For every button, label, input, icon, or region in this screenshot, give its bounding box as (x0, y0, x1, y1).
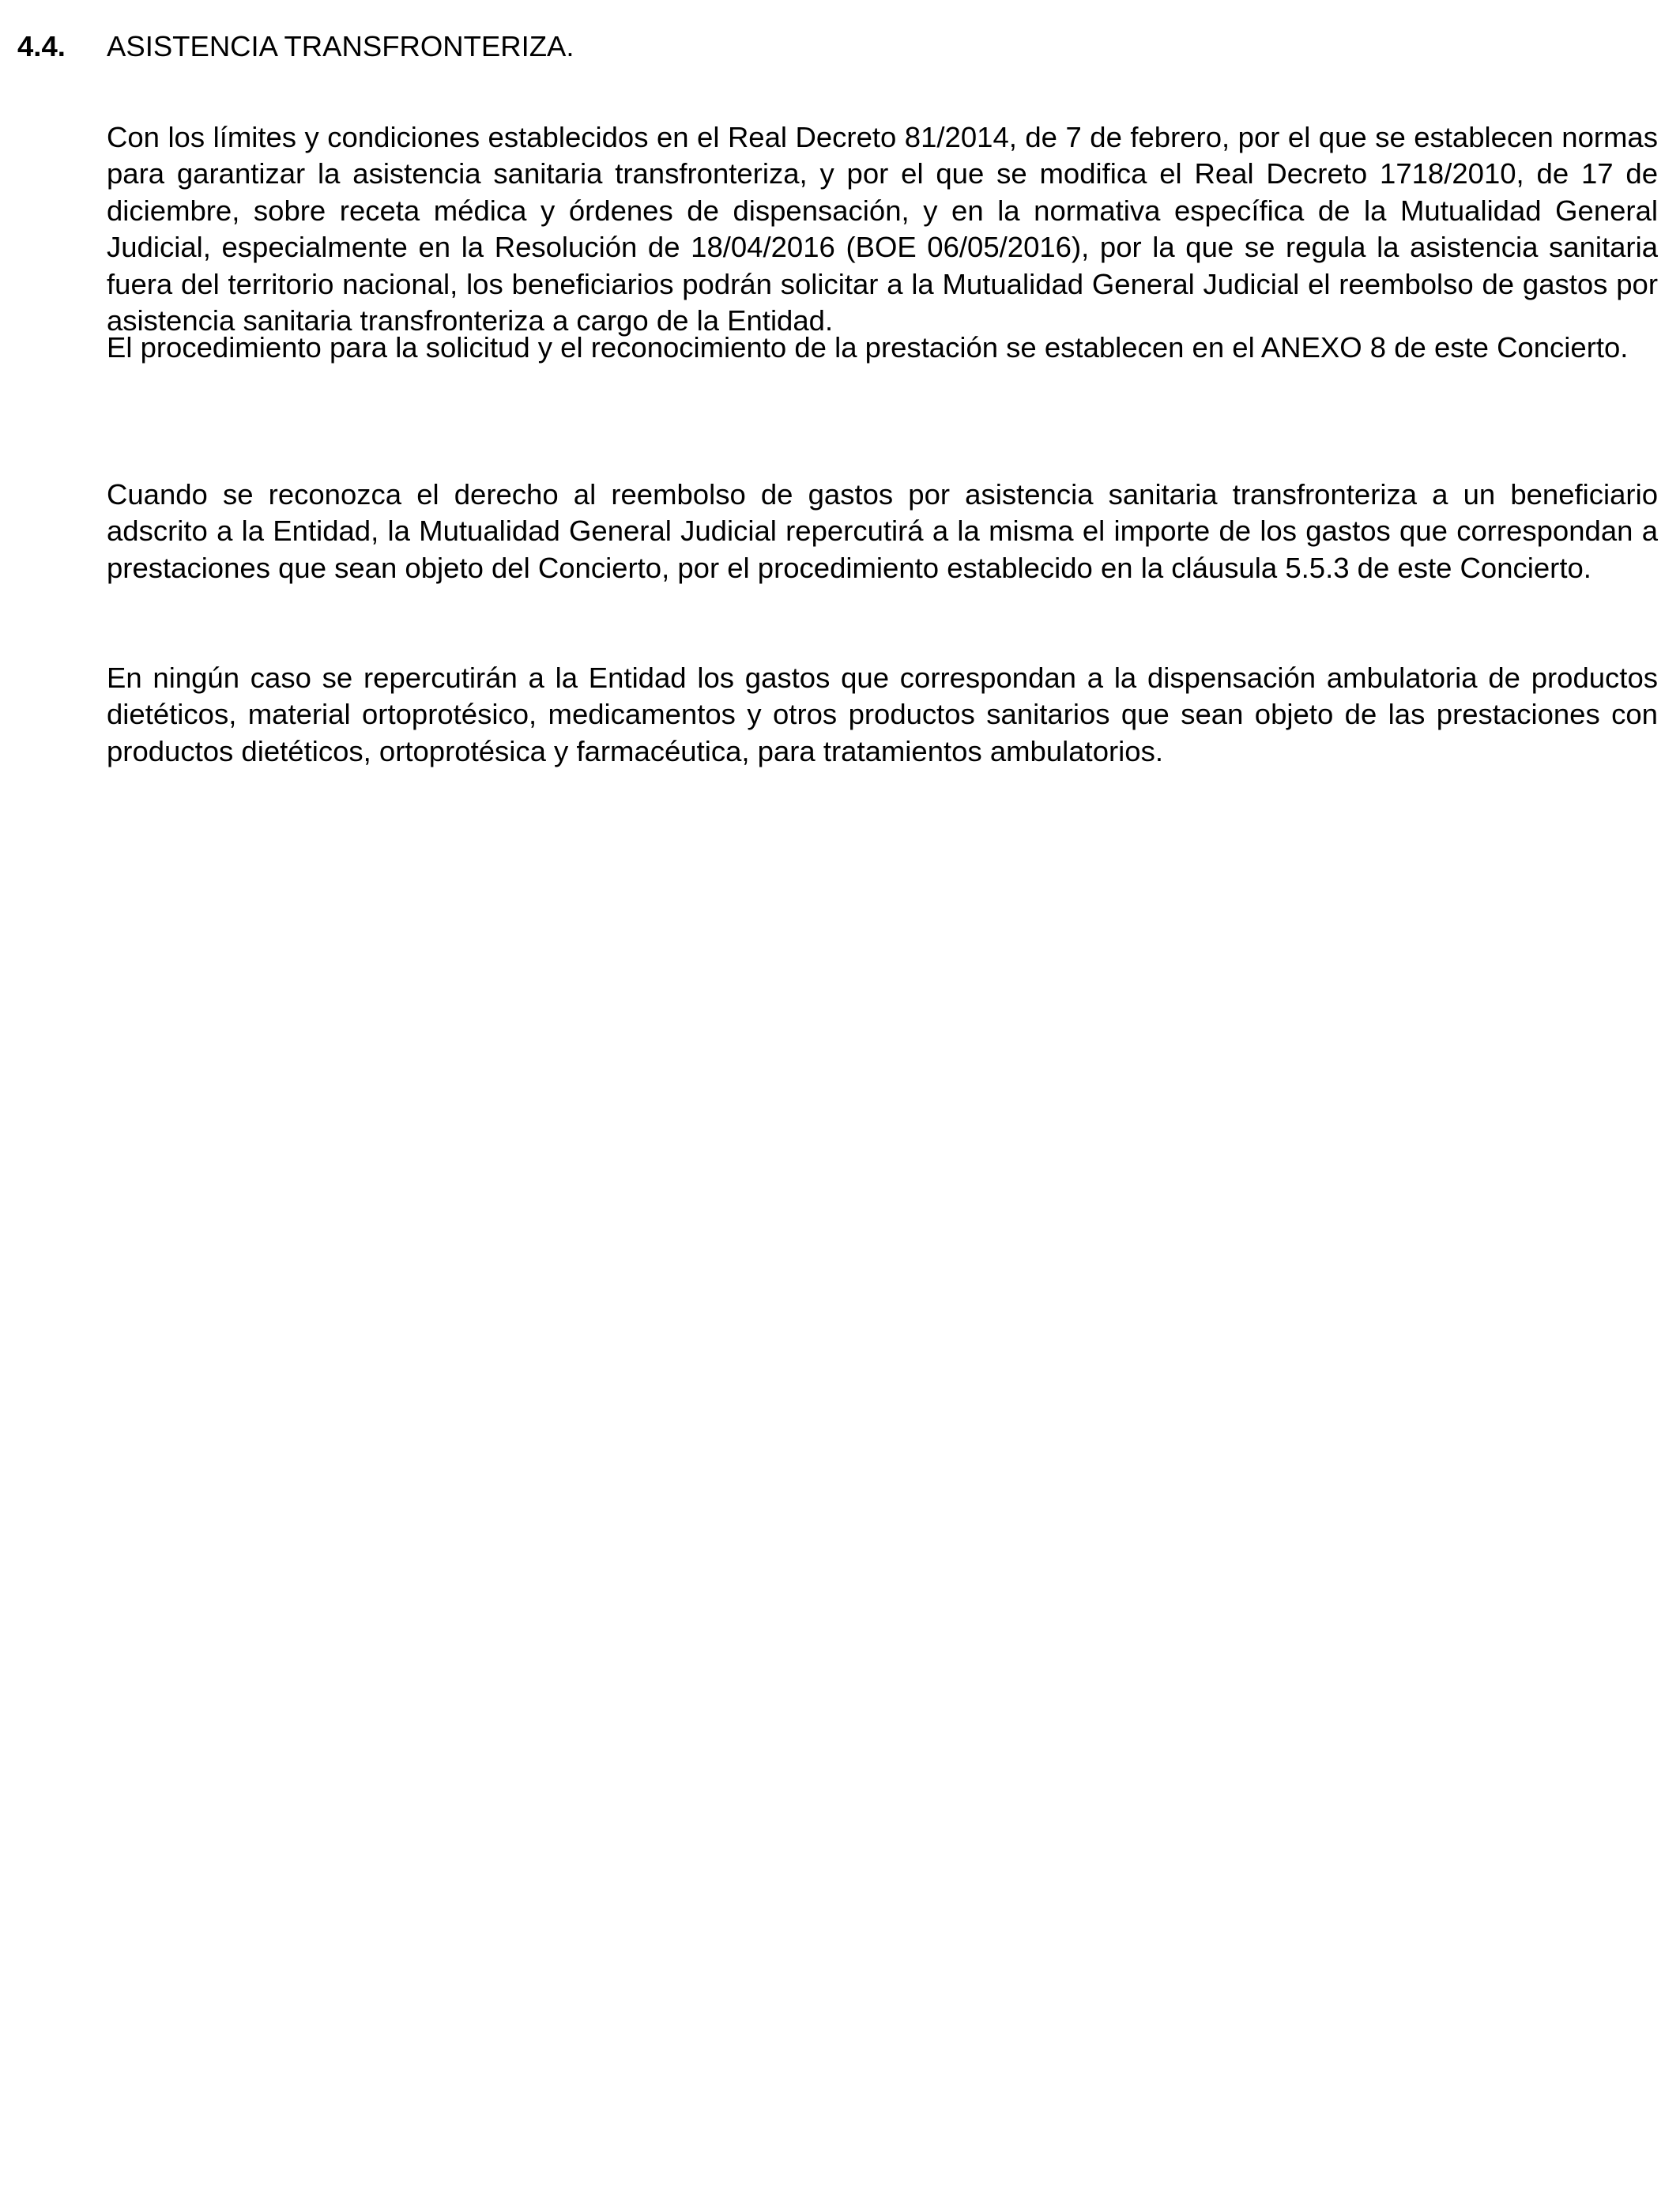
section-heading (17, 28, 574, 65)
paragraph-procedure: El procedimiento para la solicitud y el reconocimiento de la prestación se establecen en el ANEXO 8 de este Concierto. (107, 331, 1629, 364)
paragraph-reimbursement: Cuando se reconozca el derecho al reembolso de gastos por asistencia sanitaria transfronteriza a un beneficiario adscrito a la Entidad, la Mutualidad General Judicial repercutirá a la misma el importe de los gastos que correspondan a prestaciones que sean objeto del Concierto, por el procedimiento establecido en la cláusula 5.5.3 de este Concierto. (107, 478, 1658, 584)
paragraph-conditions: Con los límites y condiciones establecidos en el Real Decreto 81/2014, de 7 de febrero, por el que se establecen normas para garantizar la asistencia sanitaria transfronteriza, y por el que se modifica el Real Decreto 1718/2010, de 17 de diciembre, sobre receta médica y órdenes de dispensación, y en la normativa específica de la Mutualidad General Judicial, especialmente en la Resolución de 18/04/2016 (BOE 06/05/2016), por la que se regula la asistencia sanitaria fuera del territorio nacional, los beneficiarios podrán solicitar a la Mutualidad General Judicial el reembolso de gastos por asistencia sanitaria transfronteriza a cargo de la Entidad. (107, 121, 1658, 337)
section-title: ASISTENCIA TRANSFRONTERIZA. (107, 30, 574, 62)
paragraph-exclusions: En ningún caso se repercutirán a la Entidad los gastos que correspondan a la dispensación ambulatoria de productos dietéticos, material ortoprotésico, medicamentos y otros productos sanitarios que sean objeto de las prestaciones con productos dietéticos, ortoprotésica y farmacéutica, para tratamientos ambulatorios. (107, 662, 1658, 767)
section-number: 4.4. (17, 30, 66, 62)
